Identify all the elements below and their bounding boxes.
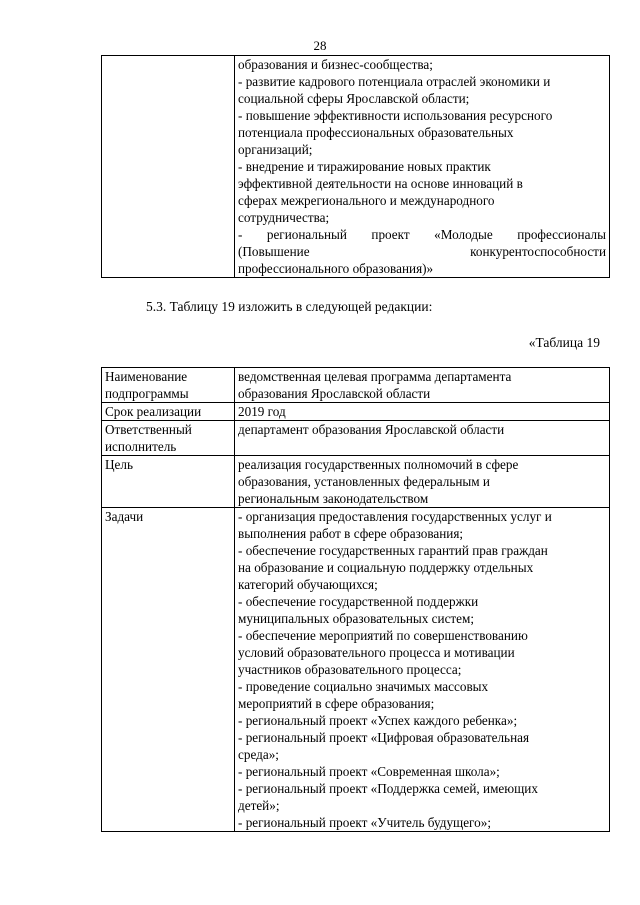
table-row	[102, 421, 610, 456]
cell-line: социальной сферы Ярославской области;	[238, 91, 470, 106]
row-label	[102, 368, 235, 403]
cell-line: - развитие кадрового потенциала отраслей экономики и	[238, 74, 551, 89]
row-label	[102, 508, 235, 832]
label-line: Ответственный	[105, 422, 192, 437]
row-value	[235, 421, 610, 456]
value-line: мероприятий в сфере образования;	[238, 696, 435, 711]
label-line: Наименование	[105, 369, 188, 384]
cell-line: - внедрение и тиражирование новых практик	[238, 159, 491, 174]
value-line: выполнения работ в сфере образования;	[238, 526, 464, 541]
cell-line: - региональный проект «Молодые профессионалы	[238, 227, 606, 242]
value-line: детей»;	[238, 798, 280, 813]
table-row	[102, 508, 610, 832]
table-caption: «Таблица 19	[528, 335, 600, 350]
cell-line: профессионального образования)»	[238, 261, 434, 276]
cell-line: - повышение эффективности использования ресурсного	[238, 108, 553, 123]
value-line: - региональный проект «Успех каждого ребенка»;	[238, 713, 518, 728]
value-line: - обеспечение мероприятий по совершенствованию	[238, 628, 528, 643]
row-label	[102, 421, 235, 456]
table-cell-label	[102, 56, 235, 278]
value-line: - обеспечение государственной поддержки	[238, 594, 479, 609]
cell-line: сферах межрегионального и международного	[238, 193, 495, 208]
continued-table	[101, 55, 610, 278]
value-line: - обеспечение государственных гарантий прав граждан	[238, 543, 548, 558]
row-label	[102, 403, 235, 421]
table-row	[102, 368, 610, 403]
value-line: 2019 год	[238, 404, 286, 419]
label-line: исполнитель	[105, 439, 177, 454]
value-line: муниципальных образовательных систем;	[238, 611, 475, 626]
value-line: - проведение социально значимых массовых	[238, 679, 489, 694]
row-label	[102, 456, 235, 508]
value-line: - региональный проект «Учитель будущего»;	[238, 815, 491, 830]
value-line: на образование и социальную поддержку отдельных	[238, 560, 534, 575]
row-value	[235, 368, 610, 403]
label-line: Цель	[105, 457, 133, 472]
value-line: условий образовательного процесса и мотивации	[238, 645, 515, 660]
cell-line: потенциала профессиональных образовательных	[238, 125, 514, 140]
table-row	[102, 456, 610, 508]
table-cell-value	[235, 56, 610, 278]
value-line: категорий обучающихся;	[238, 577, 378, 592]
table-row	[102, 56, 610, 278]
value-line: - региональный проект «Поддержка семей, имеющих	[238, 781, 538, 796]
value-line: - региональный проект «Современная школа»;	[238, 764, 500, 779]
page-number: 28	[313, 38, 327, 53]
amendment-paragraph: 5.3. Таблицу 19 изложить в следующей редакции:	[146, 299, 433, 314]
value-line: образования, установленных федеральным и	[238, 474, 490, 489]
label-line: Задачи	[105, 509, 144, 524]
value-line: образования Ярославской области	[238, 386, 431, 401]
value-line: среда»;	[238, 747, 279, 762]
value-line: департамент образования Ярославской области	[238, 422, 505, 437]
cell-line: образования и бизнес-сообщества;	[238, 57, 433, 72]
value-line: участников образовательного процесса;	[238, 662, 462, 677]
table-row	[102, 403, 610, 421]
value-line: - организация предоставления государственных услуг и	[238, 509, 552, 524]
cell-line: сотрудничества;	[238, 210, 330, 225]
value-line: реализация государственных полномочий в сфере	[238, 457, 519, 472]
cell-line: организаций;	[238, 142, 313, 157]
cell-line: эффективной деятельности на основе инноваций в	[238, 176, 523, 191]
label-line: подпрограммы	[105, 386, 189, 401]
row-value	[235, 403, 610, 421]
subprogram-table	[101, 367, 610, 832]
label-line: Срок реализации	[105, 404, 202, 419]
value-line: ведомственная целевая программа департамента	[238, 369, 512, 384]
cell-line: (Повышение конкурентоспособности	[238, 244, 606, 259]
value-line: - региональный проект «Цифровая образовательная	[238, 730, 530, 745]
row-value	[235, 456, 610, 508]
row-value	[235, 508, 610, 832]
value-line: региональным законодательством	[238, 491, 429, 506]
